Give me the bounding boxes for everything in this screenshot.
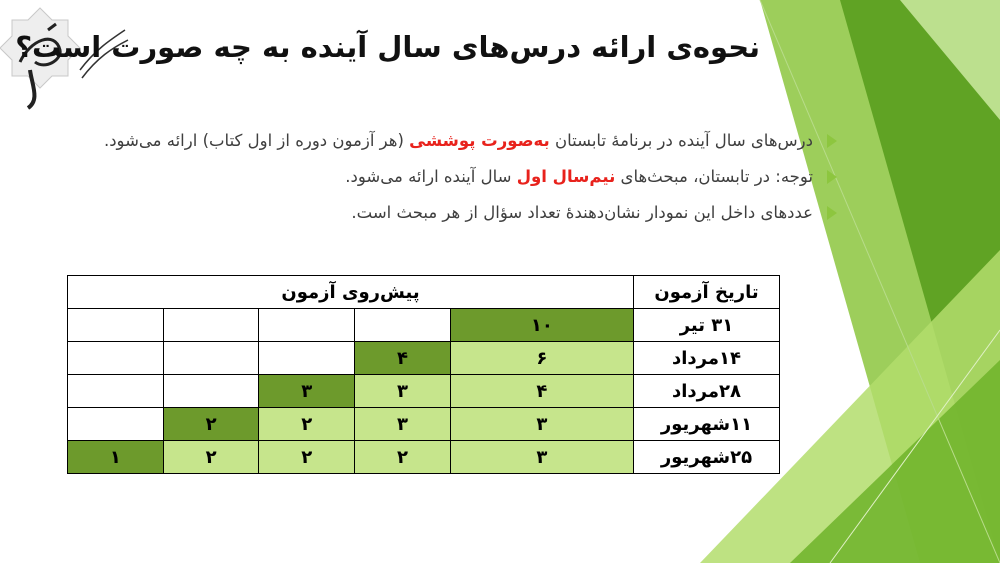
bullet-text: درس‌های سال آینده در برنامهٔ تابستان — [549, 131, 813, 150]
progress-cell — [68, 309, 164, 342]
progress-cell — [68, 342, 164, 375]
page-title: نحوه‌ی ارائه درس‌های سال آینده به چه صورت است؟ — [15, 30, 760, 64]
bullet-text: (هر آزمون دوره از اول کتاب) ارائه می‌شود. — [103, 131, 410, 150]
bullet-text: سال آینده ارائه می‌شود. — [345, 167, 517, 186]
bullet-arrow-icon — [827, 134, 837, 148]
progress-cell — [163, 375, 259, 408]
progress-cell: ۲ — [163, 408, 259, 441]
exam-date-cell: ۲۸مرداد — [634, 375, 780, 408]
bullet-highlight: به‌صورت پوششی — [409, 131, 550, 150]
bullet-text: توجه: در تابستان، مبحث‌های — [615, 167, 813, 186]
bullet-item — [27, 166, 817, 202]
progress-cell: ۲ — [259, 441, 355, 474]
table-row — [68, 342, 780, 375]
progress-cell — [68, 375, 164, 408]
progress-cell: ۱ — [68, 441, 164, 474]
bullet-list — [27, 130, 817, 238]
progress-cell: ۴ — [450, 375, 633, 408]
exam-date-cell: ۲۵شهریور — [634, 441, 780, 474]
table-row — [68, 441, 780, 474]
bullet-item — [27, 130, 817, 166]
progress-cell: ۶ — [450, 342, 633, 375]
progress-cell: ۳ — [259, 375, 355, 408]
exam-progress-table — [67, 275, 780, 474]
table-row — [68, 408, 780, 441]
exam-date-cell: ۱۱شهریور — [634, 408, 780, 441]
exam-date-cell: ۱۴مرداد — [634, 342, 780, 375]
bullet-text: عددهای داخل این نمودار نشان‌دهندهٔ تعداد سؤال از هر مبحث است. — [351, 203, 813, 222]
header-exam-progress: پیش‌روی آزمون — [68, 276, 634, 309]
header-exam-date: تاریخ آزمون — [634, 276, 780, 309]
progress-cell: ۳ — [355, 408, 451, 441]
progress-cell: ۲ — [259, 408, 355, 441]
table-row — [68, 309, 780, 342]
table-row — [68, 375, 780, 408]
progress-cell — [163, 342, 259, 375]
progress-cell: ۳ — [355, 375, 451, 408]
progress-cell — [259, 309, 355, 342]
progress-cell: ۱۰ — [450, 309, 633, 342]
progress-cell — [259, 342, 355, 375]
bullet-highlight: نیم‌سال اول — [516, 167, 616, 186]
progress-cell — [68, 408, 164, 441]
progress-cell: ۳ — [450, 441, 633, 474]
progress-cell — [355, 309, 451, 342]
bullet-arrow-icon — [827, 170, 837, 184]
bullet-item — [27, 202, 817, 238]
exam-date-cell: ۳۱ تیر — [634, 309, 780, 342]
table-header-row — [68, 276, 780, 309]
progress-cell — [163, 309, 259, 342]
progress-cell: ۴ — [355, 342, 451, 375]
bullet-arrow-icon — [827, 206, 837, 220]
progress-cell: ۳ — [450, 408, 633, 441]
progress-cell: ۲ — [355, 441, 451, 474]
progress-cell: ۲ — [163, 441, 259, 474]
